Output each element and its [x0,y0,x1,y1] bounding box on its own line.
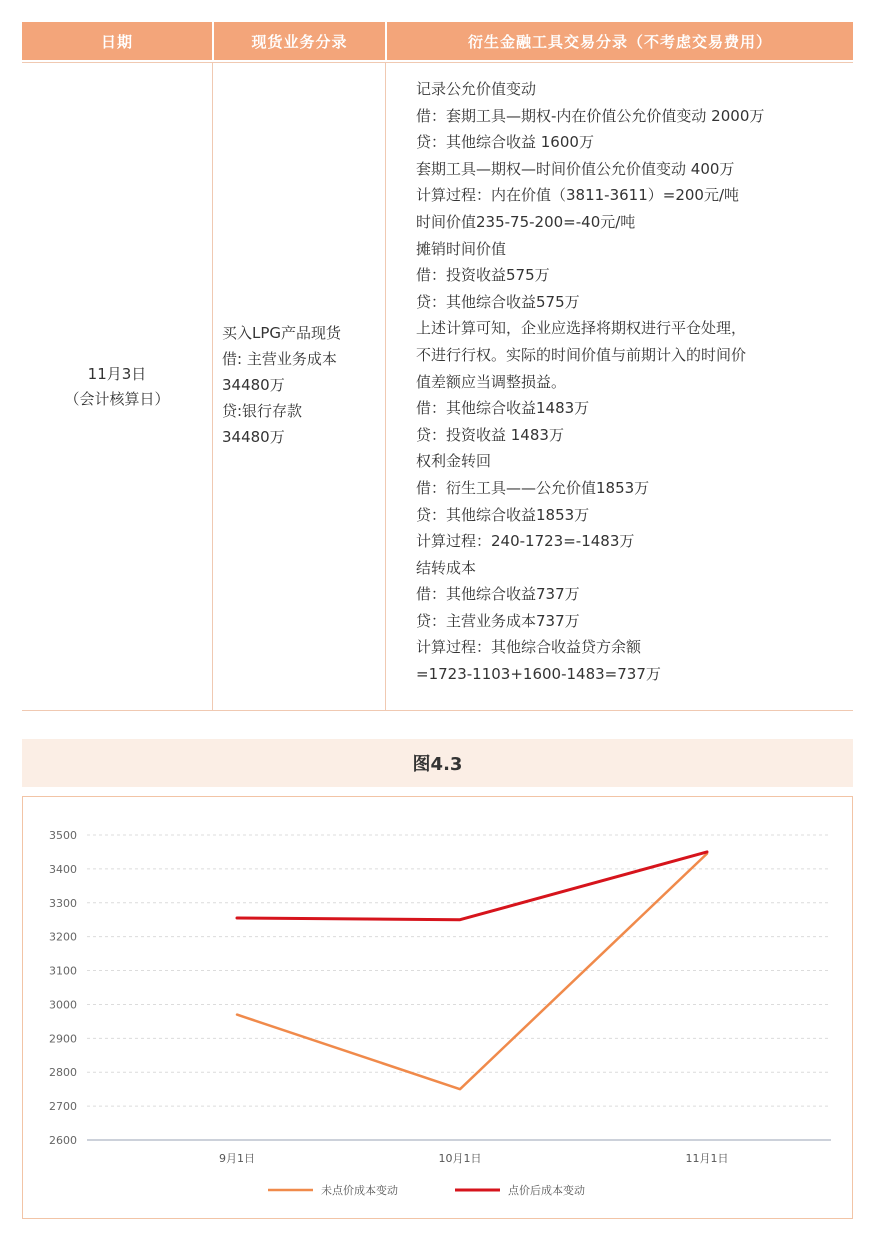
spot-line: 买入LPG产品现货 [222,324,342,342]
y-tick-label: 3500 [49,829,77,842]
deriv-line: 权利金转回 [416,452,492,471]
y-tick-label: 3200 [49,930,77,944]
series-line [237,854,707,1090]
deriv-line: 贷：投资收益 1483万 [416,425,564,444]
y-tick-label: 3100 [49,964,77,978]
deriv-line: 借：套期工具—期权-内在价值公允价值变动 2000万 [416,106,765,125]
header-spot-entries: 现货业务分录 [214,22,385,60]
date-cell [22,362,212,412]
column-divider [385,62,386,710]
deriv-line: =1723-1103+1600-1483=737万 [416,665,661,684]
deriv-line: 贷：其他综合收益1853万 [416,505,590,524]
deriv-line: 计算过程：内在价值（3811-3611）=200元/吨 [416,186,740,205]
header-derivative-entries: 衍生金融工具交易分录（不考虑交易费用） [387,22,853,60]
deriv-line: 套期工具—期权—时间价值公允价值变动 400万 [416,159,735,178]
legend-label: 点价后成本变动 [508,1184,585,1197]
line-chart [22,796,853,1219]
x-tick-label: 9月1日 [219,1152,255,1165]
spot-line: 贷:银行存款 [222,402,303,420]
spot-line: 34480万 [222,376,285,394]
spot-line: 34480万 [222,428,285,446]
deriv-line: 摊销时间价值 [416,239,507,258]
y-tick-label: 3300 [49,896,77,910]
row-divider [22,710,853,711]
series-line [237,852,707,920]
deriv-line: 计算过程：其他综合收益贷方余额 [416,638,642,657]
derivative-entries-cell [416,76,846,688]
y-tick-label: 2700 [49,1100,77,1114]
y-tick-label: 2800 [49,1066,77,1080]
row-divider [22,62,853,63]
spot-entries-cell [222,320,382,450]
deriv-line: 上述计算可知，企业应选择将期权进行平仓处理， [416,319,747,338]
x-tick-label: 11月1日 [685,1152,729,1165]
deriv-line: 计算过程：240-1723=-1483万 [416,532,635,551]
y-tick-label: 2900 [49,1032,77,1046]
spot-line: 借: 主营业务成本 [222,350,337,368]
deriv-line: 贷：其他综合收益575万 [416,292,580,311]
deriv-line: 贷：其他综合收益 1600万 [416,133,594,152]
y-tick-label: 3400 [49,862,77,876]
deriv-line: 借：其他综合收益1483万 [416,399,590,418]
y-tick-label: 2600 [49,1134,77,1147]
chart-canvas [23,797,852,1218]
legend-label: 未点价成本变动 [321,1184,398,1197]
deriv-line: 结转成本 [416,558,477,577]
deriv-line: 借：其他综合收益737万 [416,585,580,604]
x-tick-label: 10月1日 [438,1152,482,1165]
deriv-line: 时间价值235-75-200=-40元/吨 [416,212,636,231]
deriv-line: 不进行行权。实际的时间价值与前期计入的时间价 [416,345,747,364]
column-divider [212,62,213,710]
date-line: 11月3日 [87,365,147,383]
header-date: 日期 [22,22,212,60]
deriv-line: 借：投资收益575万 [416,266,550,285]
deriv-line: 值差额应当调整损益。 [416,372,567,391]
deriv-line: 记录公允价值变动 [416,80,537,98]
date-line: （会计核算日） [64,390,170,408]
deriv-line: 借：衍生工具——公允价值1853万 [416,478,650,497]
figure-title: 图4.3 [22,739,853,787]
deriv-line: 贷：主营业务成本737万 [416,611,580,630]
y-tick-label: 3000 [49,998,77,1012]
